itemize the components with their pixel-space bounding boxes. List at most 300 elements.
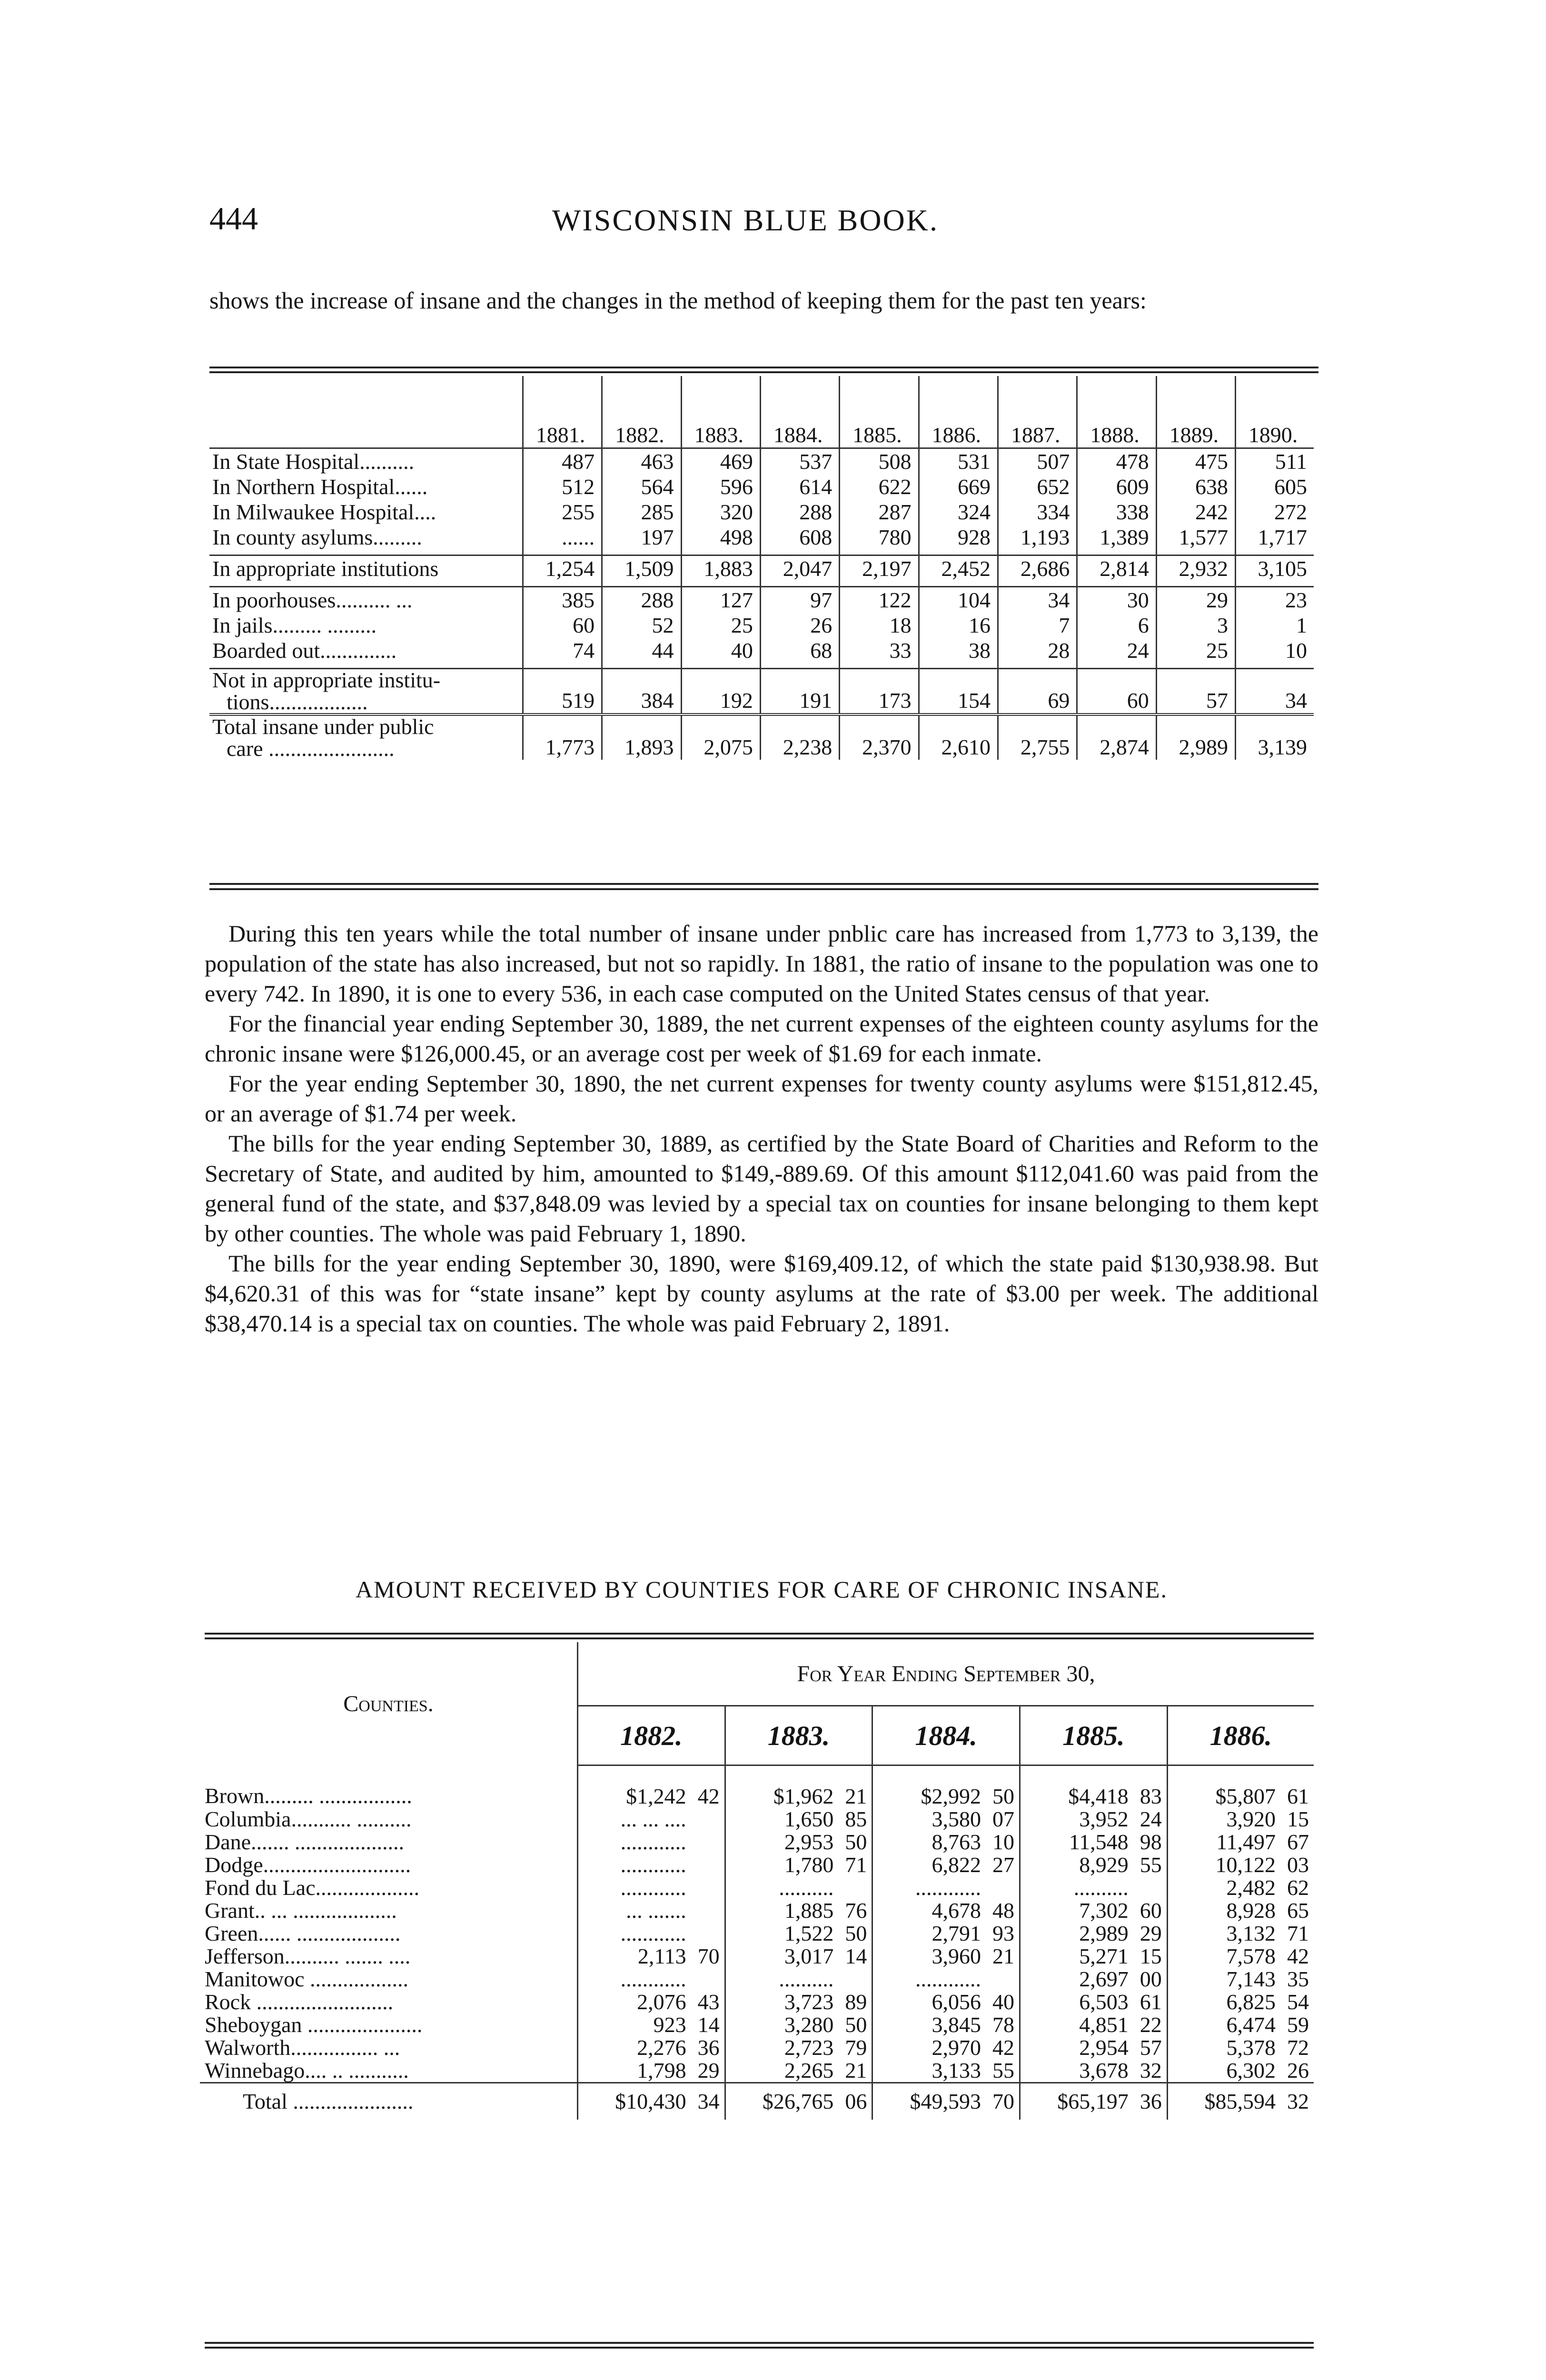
cell-value: 508 xyxy=(840,448,919,475)
table2-body xyxy=(200,1765,1314,2120)
amount-dollars: $1,962 xyxy=(773,1784,834,1808)
table2-bottom-rule xyxy=(205,2342,1314,2344)
table1-header-row xyxy=(209,376,1314,448)
amount-cents: 36 xyxy=(1140,2089,1162,2113)
table2-top-rule xyxy=(205,1633,1314,1635)
amount-dollars: 3,845 xyxy=(932,2013,981,2037)
cell-value: 1,193 xyxy=(998,525,1077,555)
amount-dollars: 3,133 xyxy=(932,2058,981,2082)
amount-cell xyxy=(1167,1991,1314,2013)
amount-cell xyxy=(725,1922,872,1945)
cell-value: 60 xyxy=(1077,669,1156,715)
paragraph: For the financial year ending September 30, 1889, the net current expenses of the eighteen county asylums for the chronic insane were $126,000.45, or an average cost per week of $1.69 for each inmate. xyxy=(205,1010,1318,1067)
year-header: 1886. xyxy=(919,376,998,448)
amount-dollars: 5,271 xyxy=(1079,1944,1129,1968)
amount-dollars: 3,678 xyxy=(1079,2058,1129,2082)
table1-top-rule-2 xyxy=(209,371,1318,373)
amount-cents: 61 xyxy=(1140,1990,1162,2014)
cell-value: 487 xyxy=(523,448,602,475)
cell-value: 173 xyxy=(840,669,919,715)
county-name: Manitowoc .................. xyxy=(205,1967,409,1991)
amount-cell xyxy=(1167,2036,1314,2059)
amount-cell xyxy=(578,1876,725,1899)
page-number: 444 xyxy=(209,200,258,237)
cell-value: 320 xyxy=(681,499,760,525)
amount-cell xyxy=(725,1831,872,1854)
amount-cell xyxy=(578,1831,725,1854)
amount-dollars: 8,763 xyxy=(932,1830,981,1854)
amount-dollars: 6,302 xyxy=(1226,2058,1276,2082)
row-label: In county asylums......... xyxy=(212,525,422,549)
cell-value: 2,238 xyxy=(760,714,839,760)
cell-value: 638 xyxy=(1156,474,1235,499)
amount-dollars: 3,723 xyxy=(784,1990,834,2014)
amount-dollars: 7,143 xyxy=(1226,1967,1276,1991)
table-row xyxy=(200,2013,1314,2036)
amount-cents: 14 xyxy=(845,1944,867,1968)
cell-value: 23 xyxy=(1236,587,1314,613)
cell-value: 1,893 xyxy=(602,714,681,760)
cell-value: 26 xyxy=(760,613,839,638)
cell-value: 2,989 xyxy=(1156,714,1235,760)
cell-value: 68 xyxy=(760,638,839,669)
year-header: 1886. xyxy=(1167,1706,1314,1765)
insane-statistics-table xyxy=(209,376,1314,760)
amount-cell xyxy=(1167,1808,1314,1831)
amount-dollars: .......... xyxy=(1073,1875,1129,1900)
amount-dollars: 3,580 xyxy=(932,1807,981,1831)
county-name: Jefferson.......... ....... .... xyxy=(205,1944,411,1968)
amount-dollars: 2,791 xyxy=(932,1921,981,1945)
row-label-line: tions.................. xyxy=(227,690,368,714)
year-header: 1885. xyxy=(1020,1706,1168,1765)
cell-value: ...... xyxy=(523,525,602,555)
running-head: WISCONSIN BLUE BOOK. xyxy=(552,203,939,237)
cell-value: 1,254 xyxy=(523,555,602,587)
cell-value: 780 xyxy=(840,525,919,555)
table-row xyxy=(209,474,1314,499)
year-header: 1882. xyxy=(578,1706,725,1765)
amount-dollars: 3,017 xyxy=(784,1944,834,1968)
amount-dollars: 6,825 xyxy=(1226,1990,1276,2014)
amount-dollars: 2,482 xyxy=(1226,1875,1276,1900)
amount-cell xyxy=(872,1831,1020,1854)
amount-cell xyxy=(1167,1968,1314,1991)
amount-dollars: 3,952 xyxy=(1079,1807,1129,1831)
amount-dollars: $2,992 xyxy=(921,1784,981,1808)
amount-dollars: 1,885 xyxy=(784,1898,834,1923)
amount-cell xyxy=(1020,1808,1168,1831)
cell-value: 512 xyxy=(523,474,602,499)
amount-cell xyxy=(1020,2083,1168,2120)
amount-dollars: ............ xyxy=(915,1875,981,1900)
cell-value: 197 xyxy=(602,525,681,555)
amount-cents: 36 xyxy=(697,2035,720,2060)
amount-cell xyxy=(1020,1991,1168,2013)
amount-cents: 14 xyxy=(697,2013,720,2037)
row-label-line: care ....................... xyxy=(227,736,395,761)
total-label: Total ...................... xyxy=(200,2083,578,2120)
amount-dollars: ............ xyxy=(620,1853,686,1877)
cell-value: 24 xyxy=(1077,638,1156,669)
row-label xyxy=(209,714,523,760)
paragraph: The bills for the year ending September 30, 1890, were $169,409.12, of which the state paid $130,938.98. But $4,620.31 of this was for “state insane” kept by county asylums at the rate of $3.00 per week. The additional $38,470.14 is a special tax on counties. The whole was paid February 2, 1891. xyxy=(205,1250,1318,1337)
amount-dollars: $1,242 xyxy=(626,1784,686,1808)
amount-dollars: 6,503 xyxy=(1079,1990,1129,2014)
cell-value: 469 xyxy=(681,448,760,475)
cell-value: 605 xyxy=(1236,474,1314,499)
amount-cell xyxy=(1167,1876,1314,1899)
table-row xyxy=(209,613,1314,638)
cell-value: 537 xyxy=(760,448,839,475)
amount-dollars: $4,418 xyxy=(1068,1784,1129,1808)
amount-cell xyxy=(872,1922,1020,1945)
row-label: In appropriate institutions xyxy=(209,555,523,587)
amount-cell xyxy=(872,2036,1020,2059)
amount-cents: 57 xyxy=(1140,2035,1162,2060)
table-row xyxy=(200,1854,1314,1876)
row-label-line: Total insane under public xyxy=(212,714,434,739)
row-label: In poorhouses.......... ... xyxy=(209,587,523,613)
table-row xyxy=(200,2036,1314,2059)
amount-cell xyxy=(725,1765,872,1808)
amount-cents: 27 xyxy=(992,1853,1015,1877)
county-name: Brown......... ................. xyxy=(205,1784,412,1808)
table-row xyxy=(209,555,1314,587)
table-row xyxy=(200,1991,1314,2013)
county-name: Winnebago.... .. ........... xyxy=(205,2058,409,2082)
cell-value: 609 xyxy=(1077,474,1156,499)
amount-cents: 93 xyxy=(992,1921,1015,1945)
amount-cell xyxy=(578,1808,725,1831)
amount-cell xyxy=(872,1808,1020,1831)
amount-cents: 42 xyxy=(992,2035,1015,2060)
cell-value: 1,717 xyxy=(1236,525,1314,555)
table-row xyxy=(200,1945,1314,1968)
amount-dollars: 6,822 xyxy=(932,1853,981,1877)
amount-cents: 26 xyxy=(1287,2058,1309,2082)
cell-value: 40 xyxy=(681,638,760,669)
amount-cents: 85 xyxy=(845,1807,867,1831)
cell-value: 596 xyxy=(681,474,760,499)
cell-value: 511 xyxy=(1236,448,1314,475)
amount-cell xyxy=(1167,2059,1314,2083)
year-header: 1883. xyxy=(725,1706,872,1765)
intro-text: shows the increase of insane and the changes in the method of keeping them for the past ten years: xyxy=(209,287,1147,314)
amount-dollars: 3,280 xyxy=(784,2013,834,2037)
amount-dollars: ............ xyxy=(620,1830,686,1854)
amount-cell xyxy=(872,1899,1020,1922)
cell-value: 2,452 xyxy=(919,555,998,587)
amount-cell xyxy=(1020,1831,1168,1854)
amount-cents: 29 xyxy=(697,2058,720,2082)
table2-bottom-rule-2 xyxy=(205,2347,1314,2349)
amount-cell xyxy=(1167,1854,1314,1876)
amount-dollars: 923 xyxy=(653,2013,686,2037)
cell-value: 2,814 xyxy=(1077,555,1156,587)
cell-value: 669 xyxy=(919,474,998,499)
counties-header: Counties. xyxy=(343,1691,434,1716)
amount-cell xyxy=(872,1876,1020,1899)
amount-cell xyxy=(578,2059,725,2083)
cell-value: 34 xyxy=(1236,669,1314,715)
amount-cell xyxy=(725,1968,872,1991)
cell-value: 614 xyxy=(760,474,839,499)
amount-cents: 34 xyxy=(697,2089,720,2113)
amount-cell xyxy=(725,1991,872,2013)
cell-value: 507 xyxy=(998,448,1077,475)
amount-cents: 07 xyxy=(992,1807,1015,1831)
amount-dollars: 3,960 xyxy=(932,1944,981,1968)
amount-cents: 29 xyxy=(1140,1921,1162,1945)
amount-cell xyxy=(578,1968,725,1991)
amount-dollars: .......... xyxy=(779,1967,834,1991)
table1-body xyxy=(209,448,1314,760)
amount-dollars: 8,929 xyxy=(1079,1853,1129,1877)
amount-cell xyxy=(1020,1765,1168,1808)
amount-dollars: $65,197 xyxy=(1057,2089,1129,2113)
amount-cell xyxy=(872,2059,1020,2083)
amount-cell xyxy=(578,2036,725,2059)
amount-dollars: 4,851 xyxy=(1079,2013,1129,2037)
table-row xyxy=(200,1968,1314,1991)
amount-cents: 55 xyxy=(1140,1853,1162,1877)
cell-value: 16 xyxy=(919,613,998,638)
cell-value: 25 xyxy=(1156,638,1235,669)
amount-cell xyxy=(872,1945,1020,1968)
amount-dollars: $85,594 xyxy=(1204,2089,1276,2113)
amount-cell xyxy=(1020,2013,1168,2036)
row-label-line: Not in appropriate institu- xyxy=(212,668,441,692)
amount-dollars: 2,697 xyxy=(1079,1967,1129,1991)
amount-dollars: $5,807 xyxy=(1215,1784,1276,1808)
amount-cents: 35 xyxy=(1287,1967,1309,1991)
amount-cell xyxy=(578,1899,725,1922)
amount-cell xyxy=(1167,1765,1314,1808)
amount-cents: 59 xyxy=(1287,2013,1309,2037)
amount-dollars: 8,928 xyxy=(1226,1898,1276,1923)
cell-value: 3,105 xyxy=(1236,555,1314,587)
cell-value: 287 xyxy=(840,499,919,525)
table-row xyxy=(200,2059,1314,2083)
cell-value: 2,755 xyxy=(998,714,1077,760)
amount-cell xyxy=(578,1854,725,1876)
amount-cell xyxy=(1167,1831,1314,1854)
amount-cents: 50 xyxy=(845,1830,867,1854)
table2-title: AMOUNT RECEIVED BY COUNTIES FOR CARE OF CHRONIC INSANE. xyxy=(356,1576,1168,1603)
cell-value: 288 xyxy=(602,587,681,613)
amount-cell xyxy=(872,2013,1020,2036)
county-name: Rock ......................... xyxy=(205,1990,394,2014)
cell-value: 272 xyxy=(1236,499,1314,525)
amount-cell xyxy=(1020,2036,1168,2059)
cell-value: 18 xyxy=(840,613,919,638)
amount-cents: 70 xyxy=(992,2089,1015,2113)
amount-dollars: 7,302 xyxy=(1079,1898,1129,1923)
amount-cell xyxy=(578,1945,725,1968)
cell-value: 7 xyxy=(998,613,1077,638)
cell-value: 10 xyxy=(1236,638,1314,669)
row-label: In Milwaukee Hospital.... xyxy=(212,500,436,524)
cell-value: 338 xyxy=(1077,499,1156,525)
table1-bottom-rule xyxy=(209,883,1318,885)
cell-value: 531 xyxy=(919,448,998,475)
county-name: Green...... ................... xyxy=(205,1921,401,1945)
amount-dollars: 5,378 xyxy=(1226,2035,1276,2060)
amount-cents: 32 xyxy=(1287,2089,1309,2113)
amount-cell xyxy=(872,1968,1020,1991)
amount-cents: 89 xyxy=(845,1990,867,2014)
amount-cell xyxy=(578,1922,725,1945)
amount-cents: 83 xyxy=(1140,1784,1162,1808)
amount-cents: 10 xyxy=(992,1830,1015,1854)
amount-cents: 03 xyxy=(1287,1853,1309,1877)
cell-value: 334 xyxy=(998,499,1077,525)
cell-value: 69 xyxy=(998,669,1077,715)
cell-value: 44 xyxy=(602,638,681,669)
amount-dollars: 3,920 xyxy=(1226,1807,1276,1831)
cell-value: 564 xyxy=(602,474,681,499)
amount-cents: 72 xyxy=(1287,2035,1309,2060)
amount-cents: 61 xyxy=(1287,1784,1309,1808)
cell-value: 652 xyxy=(998,474,1077,499)
table-row xyxy=(209,587,1314,613)
cell-value: 385 xyxy=(523,587,602,613)
cell-value: 475 xyxy=(1156,448,1235,475)
amount-cell xyxy=(1020,1968,1168,1991)
amount-dollars: ... ....... xyxy=(626,1898,686,1923)
amount-cents: 67 xyxy=(1287,1830,1309,1854)
paragraph: For the year ending September 30, 1890, the net current expenses for twenty county asylums were $151,812.45, or an average of $1.74 per week. xyxy=(205,1070,1318,1127)
county-name: Sheboygan ..................... xyxy=(205,2013,423,2037)
amount-cents: 71 xyxy=(845,1853,867,1877)
amount-dollars: ............ xyxy=(620,1921,686,1945)
amount-cell xyxy=(725,1876,872,1899)
amount-cell xyxy=(725,2059,872,2083)
year-header: 1883. xyxy=(681,376,760,448)
amount-cell xyxy=(725,1808,872,1831)
year-header: 1890. xyxy=(1236,376,1314,448)
amount-dollars: 2,076 xyxy=(637,1990,686,2014)
table-row xyxy=(200,1765,1314,1808)
amount-cell xyxy=(1167,1899,1314,1922)
amount-cents: 50 xyxy=(992,1784,1015,1808)
county-name: Dodge........................... xyxy=(205,1853,411,1877)
amount-cell xyxy=(725,1899,872,1922)
year-header: 1888. xyxy=(1077,376,1156,448)
table1-corner xyxy=(209,376,523,448)
amount-cents: 71 xyxy=(1287,1921,1309,1945)
amount-dollars: 7,578 xyxy=(1226,1944,1276,1968)
year-header: 1884. xyxy=(872,1706,1020,1765)
amount-dollars: 2,954 xyxy=(1079,2035,1129,2060)
amount-dollars: ............ xyxy=(620,1967,686,1991)
paragraph: During this ten years while the total number of insane under pnblic care has increased from 1,773 to 3,139, the population of the state has also increased, but not so rapidly. In 1881, the ratio of insane to the population was one to every 742. In 1890, it is one to every 536, in each case computed on the United States census of that year. xyxy=(205,920,1318,1007)
amount-cents: 40 xyxy=(992,1990,1015,2014)
year-header: 1881. xyxy=(523,376,602,448)
cell-value: 127 xyxy=(681,587,760,613)
amount-cents: 42 xyxy=(1287,1944,1309,1968)
amount-dollars: ............ xyxy=(620,1875,686,1900)
table-row xyxy=(209,448,1314,475)
amount-cell xyxy=(1167,2013,1314,2036)
paragraph: The bills for the year ending September 30, 1889, as certified by the State Board of Charities and Reform to the Secretary of State, and audited by him, amounted to $149,-889.69. Of this amount $112,041.60 was paid from the general fund of the state, and $37,848.09 was levied by a special tax on counties for insane belonging to them kept by other counties. The whole was paid February 1, 1890. xyxy=(205,1130,1318,1247)
county-name: Fond du Lac................... xyxy=(205,1875,420,1900)
cell-value: 285 xyxy=(602,499,681,525)
county-name: Dane....... .................... xyxy=(205,1830,405,1854)
amount-dollars: 2,989 xyxy=(1079,1921,1129,1945)
cell-value: 28 xyxy=(998,638,1077,669)
cell-value: 608 xyxy=(760,525,839,555)
amount-cell xyxy=(872,2083,1020,2120)
amount-cell xyxy=(578,1991,725,2013)
amount-cents: 32 xyxy=(1140,2058,1162,2082)
amount-cents: 60 xyxy=(1140,1898,1162,1923)
amount-dollars: 1,798 xyxy=(637,2058,686,2082)
amount-cell xyxy=(1020,1945,1168,1968)
table-row xyxy=(209,669,1314,715)
amount-cell xyxy=(1020,1922,1168,1945)
row-label: In State Hospital.......... xyxy=(212,449,415,474)
amount-dollars: 4,678 xyxy=(932,1898,981,1923)
cell-value: 2,197 xyxy=(840,555,919,587)
cell-value: 97 xyxy=(760,587,839,613)
cell-value: 30 xyxy=(1077,587,1156,613)
amount-cell xyxy=(578,2083,725,2120)
amount-cents: 06 xyxy=(845,2089,867,2113)
amount-cents: 15 xyxy=(1287,1807,1309,1831)
cell-value: 324 xyxy=(919,499,998,525)
table-row xyxy=(200,1808,1314,1831)
amount-dollars: 2,953 xyxy=(784,1830,834,1854)
amount-dollars: 10,122 xyxy=(1215,1853,1276,1877)
table-row xyxy=(200,1899,1314,1922)
year-header: 1882. xyxy=(602,376,681,448)
amount-cell xyxy=(1167,2083,1314,2120)
amount-cents: 24 xyxy=(1140,1807,1162,1831)
amount-dollars: ... ... .... xyxy=(620,1807,686,1831)
cell-value: 2,047 xyxy=(760,555,839,587)
cell-value: 29 xyxy=(1156,587,1235,613)
amount-cell xyxy=(872,1765,1020,1808)
cell-value: 1,509 xyxy=(602,555,681,587)
cell-value: 192 xyxy=(681,669,760,715)
cell-value: 519 xyxy=(523,669,602,715)
year-header: 1889. xyxy=(1156,376,1235,448)
amount-cents: 48 xyxy=(992,1898,1015,1923)
cell-value: 33 xyxy=(840,638,919,669)
amount-dollars: 2,276 xyxy=(637,2035,686,2060)
cell-value: 34 xyxy=(998,587,1077,613)
cell-value: 6 xyxy=(1077,613,1156,638)
table1-top-rule xyxy=(209,367,1318,368)
year-ending-header: For Year Ending September 30, xyxy=(578,1642,1314,1706)
amount-cell xyxy=(1020,1876,1168,1899)
cell-value: 191 xyxy=(760,669,839,715)
year-header: 1884. xyxy=(760,376,839,448)
amount-cents: 62 xyxy=(1287,1875,1309,1900)
amount-dollars: ............ xyxy=(915,1967,981,1991)
cell-value: 242 xyxy=(1156,499,1235,525)
amount-cell xyxy=(725,2013,872,2036)
amount-dollars: 2,265 xyxy=(784,2058,834,2082)
amount-dollars: 1,650 xyxy=(784,1807,834,1831)
table-row xyxy=(200,1922,1314,1945)
cell-value: 2,932 xyxy=(1156,555,1235,587)
amount-cents: 42 xyxy=(697,1784,720,1808)
amount-dollars: 11,497 xyxy=(1216,1830,1276,1854)
cell-value: 38 xyxy=(919,638,998,669)
